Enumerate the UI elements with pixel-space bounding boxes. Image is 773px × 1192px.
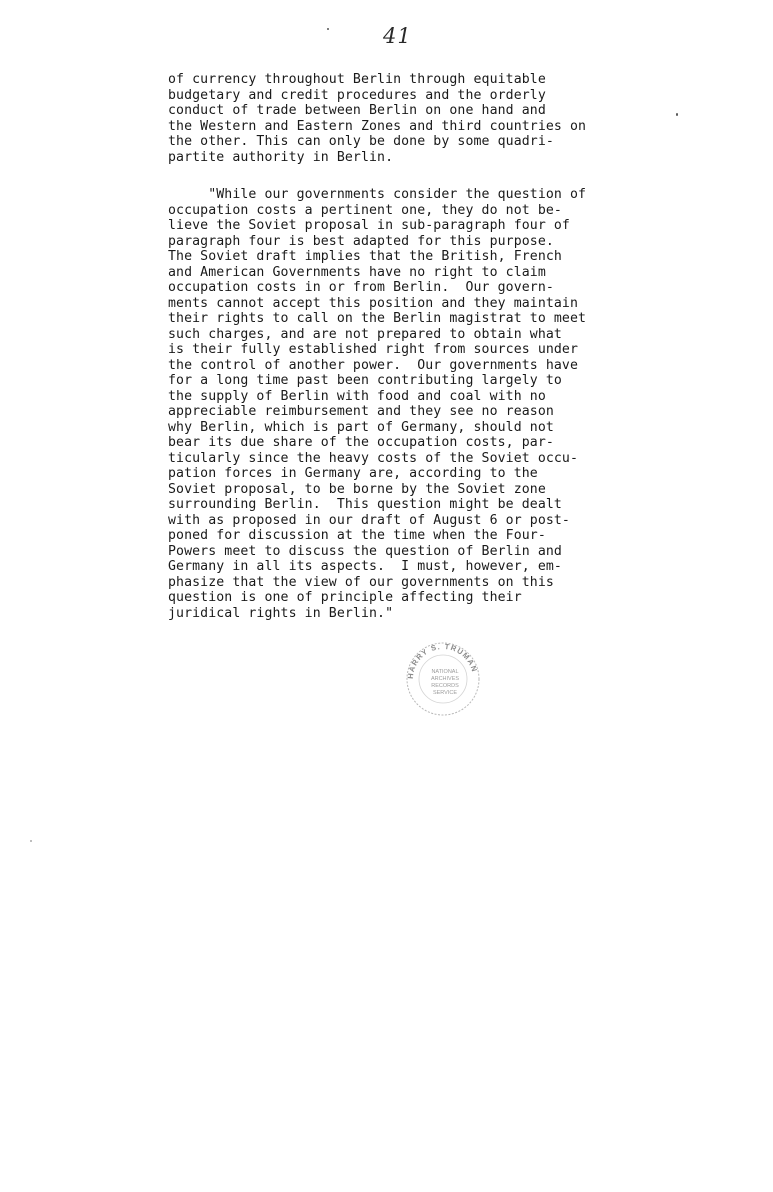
text-line: Soviet proposal, to be borne by the Soviet zone [168, 481, 546, 497]
text-line: their rights to call on the Berlin magistrat to meet [168, 311, 587, 326]
text-line: Germany in all its aspects. I must, however, em- [168, 559, 562, 574]
page-number: 41 [383, 24, 412, 48]
text-line: The Soviet draft implies that the British, French [168, 249, 562, 264]
stamp-inner-line: RECORDS [431, 683, 459, 689]
text-line: the other. This can only be done by some quadri- [168, 134, 554, 149]
text-line: paragraph four is best adapted for this purpose. [168, 233, 554, 249]
text-line: Powers meet to discuss the question of Berlin and [168, 543, 562, 559]
text-line: pation forces in Germany are, according to the [168, 466, 538, 481]
text-line: budgetary and credit procedures and the orderly [168, 87, 546, 103]
text-line: and American Governments have no right to claim [168, 264, 546, 280]
stamp-inner-line: ARCHIVES [430, 676, 460, 682]
text-line: of currency throughout Berlin through equitable [168, 72, 546, 87]
scan-speck [676, 113, 678, 116]
text-line: appreciable reimbursement and they see no reason [168, 404, 554, 419]
text-line: why Berlin, which is part of Germany, should not [168, 419, 554, 435]
text-line: the Western and Eastern Zones and third countries on [168, 118, 587, 134]
text-line: for a long time past been contributing largely to [168, 373, 562, 388]
text-line: lieve the Soviet proposal in sub-paragraph four of [168, 218, 570, 233]
stamp-inner-line: SERVICE [432, 690, 458, 696]
archives-seal-stamp [404, 640, 482, 718]
text-line: partite authority in Berlin. [168, 149, 394, 165]
text-line: poned for discussion at the time when the Four- [168, 528, 546, 543]
scan-speck [327, 28, 329, 30]
text-line: surrounding Berlin. This question might be dealt [168, 497, 562, 512]
text-line: conduct of trade between Berlin on one hand and [168, 103, 546, 118]
text-line: juridical rights in Berlin." [168, 605, 394, 621]
text-line: the control of another power. Our governments have [168, 357, 579, 373]
text-line: such charges, and are not prepared to obtain what [168, 326, 562, 342]
paragraph-1 [168, 72, 728, 165]
text-line: occupation costs in or from Berlin. Our govern- [168, 280, 554, 295]
stamp-ring-text: HARRY S. TRUMAN [405, 641, 480, 680]
text-line: occupation costs a pertinent one, they do not be- [168, 202, 562, 218]
text-line: question is one of principle affecting their [168, 590, 522, 605]
stamp-inner-line: NATIONAL [431, 669, 459, 675]
paragraph-2 [168, 187, 728, 621]
text-line: ments cannot accept this position and they maintain [168, 295, 579, 311]
text-line: is their fully established right from sources under [168, 342, 579, 357]
text-line: with as proposed in our draft of August 6 or post- [168, 512, 570, 528]
text-line: the supply of Berlin with food and coal with no [168, 388, 546, 404]
text-line: phasize that the view of our governments on this [168, 574, 554, 590]
text-line: bear its due share of the occupation costs, par- [168, 435, 554, 450]
text-line: "While our governments consider the question of [168, 187, 587, 202]
text-line: ticularly since the heavy costs of the Soviet occu- [168, 450, 579, 466]
scan-speck [30, 840, 32, 842]
